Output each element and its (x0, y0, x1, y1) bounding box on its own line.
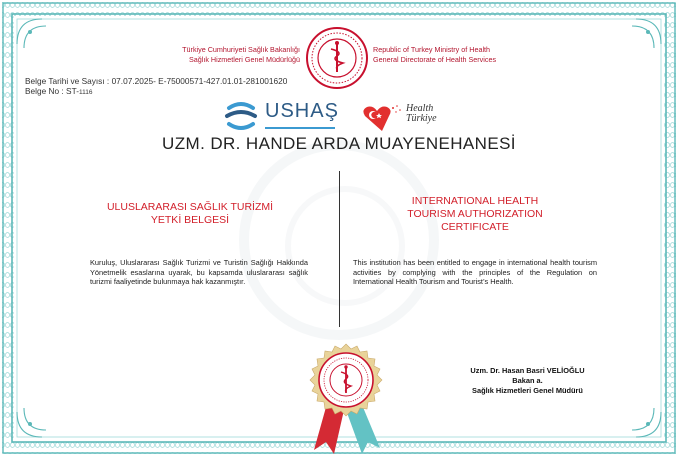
english-heading-line1: INTERNATIONAL HEALTH (411, 195, 539, 207)
signatory-office: Sağlık Hizmetleri Genel Müdürü (472, 386, 583, 396)
turkish-heading-line2: YETKİ BELGESİ (150, 214, 230, 226)
header-turkish (165, 45, 300, 65)
english-certificate-heading (353, 195, 597, 234)
signatory-block (440, 366, 615, 397)
document-date-reference (25, 76, 287, 86)
english-heading-line3: CERTIFICATE (441, 221, 509, 233)
ushas-logo-icon (223, 98, 259, 134)
health-turkiye-text (406, 104, 437, 124)
rosette-seal-icon (300, 338, 392, 456)
institution-title: UZM. DR. HANDE ARDA MUAYENEHANESİ (162, 134, 516, 153)
turkish-heading-line1: ULUSLARARASI SAĞLIK TURİZMİ (106, 201, 274, 213)
document-date-label: Belge Tarihi ve Sayısı : (25, 76, 110, 86)
header-tr-directorate: Sağlık Hizmetleri Genel Müdürlüğü (188, 55, 300, 64)
english-certificate-body: This institution has been entitled to engage in international health tourism activities by complying with the principles of the Regulation on International Health Tourism and Tourist’s Health. (353, 258, 597, 287)
english-heading-line2: TOURISM AUTHORIZATION (407, 208, 543, 220)
header-english (373, 45, 563, 65)
ushas-underline (265, 127, 335, 129)
document-number-value: 1116 (78, 89, 93, 96)
header-en-directorate: General Directorate of Health Services (373, 55, 497, 64)
signatory-role: Bakan a. (512, 376, 543, 386)
document-number-reference (25, 86, 92, 96)
column-divider (339, 171, 340, 327)
header-en-ministry: Republic of Turkey Ministry of Health (373, 45, 491, 54)
document-number-label: Belge No : ST- (25, 86, 79, 96)
ushas-logo-text: USHAŞ (265, 100, 339, 122)
document-date-value: 07.07.2025- E-75000571-427.01.01-281001620 (111, 76, 288, 86)
header-tr-ministry: Türkiye Cumhuriyeti Sağlık Bakanlığı (182, 45, 300, 54)
health-turkiye-line1: Health (406, 103, 434, 114)
partner-logos (223, 98, 463, 138)
ministry-of-health-seal-icon (305, 26, 369, 90)
signatory-name: Uzm. Dr. Hasan Basri VELİOĞLU (470, 366, 585, 375)
turkish-certificate-body: Kuruluş, Uluslararası Sağlık Turizmi ve Turistin Sağlığı Hakkında Yönetmelik esaslarına uyarak, bu kapsamda uluslararası sağlık turizmi faaliyetinde bulunmaya hak kazanmıştır. (90, 258, 308, 287)
health-turkiye-logo-icon (359, 104, 405, 134)
health-turkiye-line2: Türkiye (406, 113, 437, 124)
turkish-certificate-heading (90, 201, 290, 227)
